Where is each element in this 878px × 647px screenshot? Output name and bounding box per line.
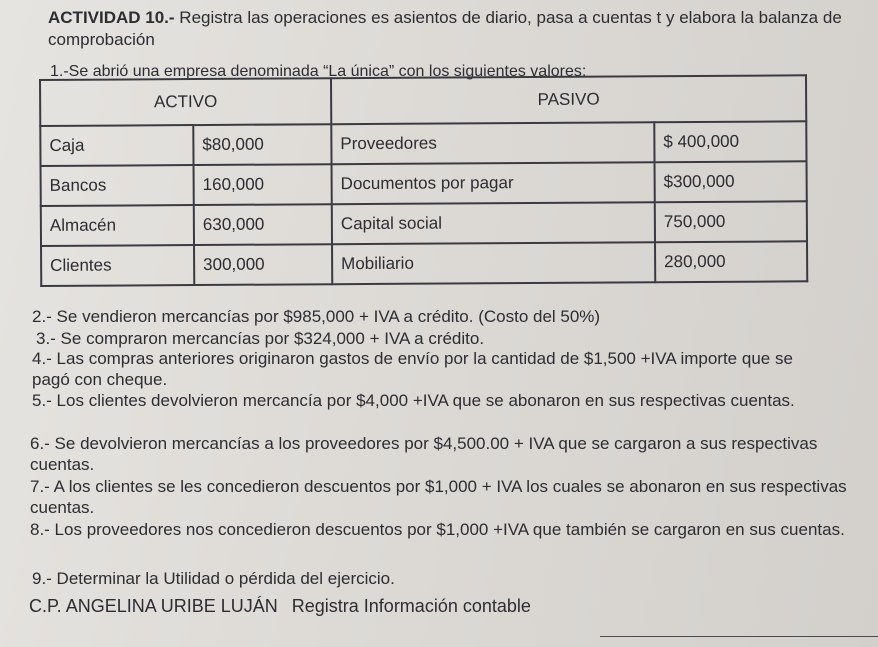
table-row — [40, 121, 806, 166]
pasivo-account-value: 280,000 — [655, 241, 807, 282]
list-item: 9.- Determinar la Utilidad o pérdida del ejercicio. — [32, 569, 395, 588]
activo-account-name: Almacén — [41, 205, 194, 246]
page-footer — [29, 596, 531, 617]
intro-line: 1.-Se abrió una empresa denominada “La única” con los siguientes valores: — [50, 63, 587, 80]
activity-heading — [48, 7, 868, 51]
opening-balance-table — [39, 74, 808, 287]
activo-account-value: 630,000 — [194, 204, 332, 245]
footer-rule — [600, 636, 878, 637]
list-item: 6.- Se devolvieron mercancías a los proveedores por $4,500.00 + IVA que se cargaron a sus respectivas cuentas. — [30, 434, 818, 474]
table-row — [41, 241, 807, 286]
list-item: 7.- A los clientes se les concedieron descuentos por $1,000 + IVA los cuales se abonaron en sus respectivas cuentas. — [30, 477, 847, 517]
activity-instructions: Registra las operaciones es asientos de diario, pasa a cuentas t y elabora la balanza de comprobación — [48, 8, 842, 49]
activo-header: ACTIVO — [40, 78, 331, 126]
activo-account-name: Bancos — [41, 165, 194, 206]
pasivo-account-value: 750,000 — [655, 201, 807, 242]
table-row — [41, 161, 807, 206]
table-header-row — [40, 75, 806, 126]
list-item: 2.- Se vendieron mercancías por $985,000 + IVA a crédito. (Costo del 50%) — [32, 307, 601, 326]
activo-account-name: Clientes — [41, 245, 194, 286]
activo-account-value: $80,000 — [193, 124, 331, 165]
activity-title-label: ACTIVIDAD 10.- — [48, 8, 175, 27]
pasivo-header: PASIVO — [331, 75, 806, 124]
list-item: 3.- Se compraron mercancías por $324,000 + IVA a crédito. — [36, 329, 485, 348]
pasivo-account-value: $300,000 — [655, 161, 807, 202]
table-row — [41, 201, 807, 246]
pasivo-account-name: Mobiliario — [332, 242, 655, 284]
list-item: 8.- Los proveedores nos concedieron descuentos por $1,000 +IVA que también se cargaron en sus cuentas. — [30, 520, 845, 539]
pasivo-account-value: $ 400,000 — [654, 121, 806, 162]
list-item: 4.- Las compras anteriores originaron gastos de envío por la cantidad de $1,500 +IVA importe que se pagó con cheque. — [32, 349, 793, 389]
pasivo-account-name: Proveedores — [331, 122, 654, 164]
list-item: 5.- Los clientes devolvieron mercancía por $4,000 +IVA que se abonaron en sus respectivas cuentas. — [32, 391, 795, 410]
author-name: C.P. ANGELINA URIBE LUJÁN — [29, 596, 278, 616]
activo-account-value: 300,000 — [194, 244, 332, 285]
pasivo-account-name: Capital social — [332, 202, 655, 244]
subject-name: Registra Información contable — [291, 596, 531, 616]
activo-account-name: Caja — [40, 125, 193, 166]
activo-account-value: 160,000 — [194, 164, 332, 205]
pasivo-account-name: Documentos por pagar — [332, 162, 655, 204]
